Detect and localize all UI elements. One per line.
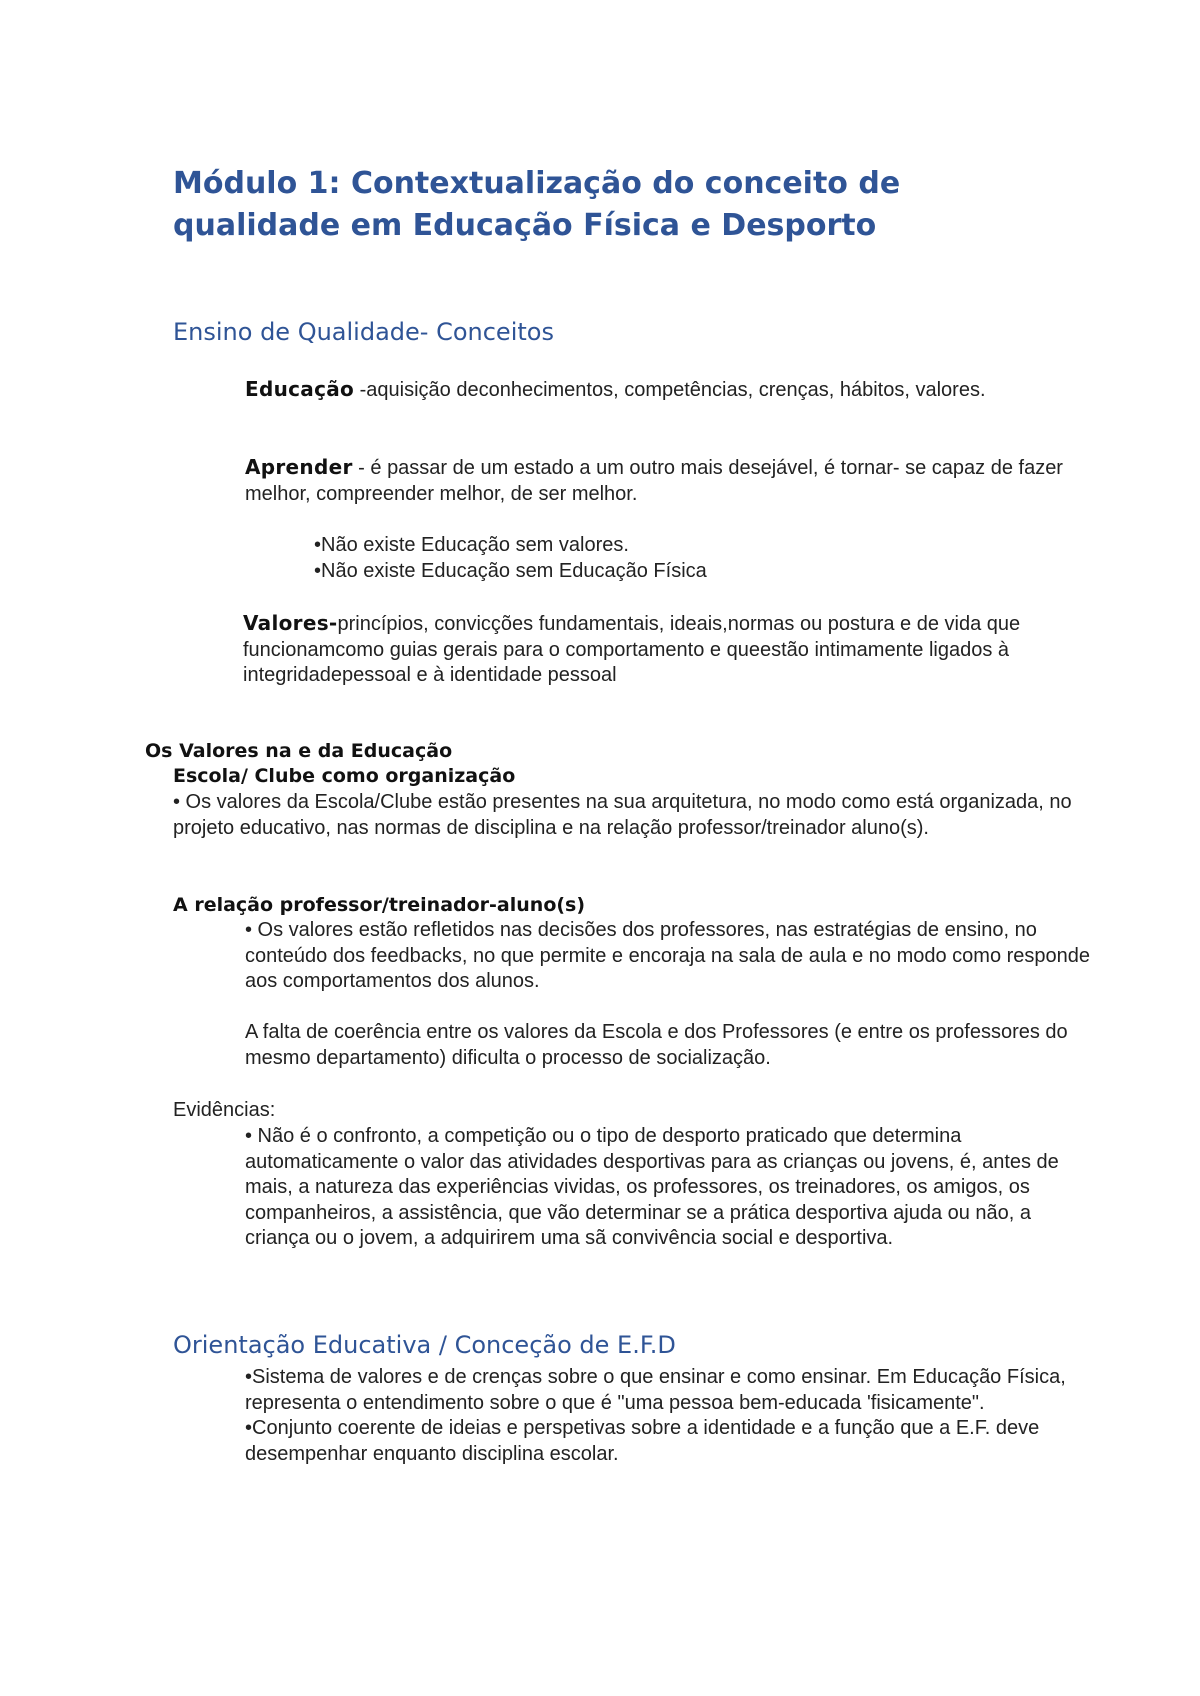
- term-valores: Valores-: [243, 611, 338, 635]
- definition-valores: princípios, convicções fundamentais, ideais,normas ou postura e de vida que funcionamcomo guias gerais para o comportamento e queestão intimamente ligados à integridadepessoal e à identidade pessoal: [243, 613, 1021, 686]
- paragraph-evidencias: • Não é o confronto, a competição ou o tipo de desporto praticado que determina automaticamente o valor das atividades desportivas para as crianças ou jovens, é, antes de mais, a natureza das experiências vividas, os professores, os treinadores, os amigos, os companheiros, a assistência, que vão determinar se a prática desportiva ajuda ou não, a criança ou o jovem, a adquirirem uma sã convivência social e desportiva.: [245, 1125, 1059, 1249]
- paragraph-educacao: [245, 377, 1085, 404]
- subheading-relacao: A relação professor/treinador-aluno(s): [173, 894, 586, 916]
- bullet-item: •Não existe Educação sem valores.: [314, 534, 629, 556]
- section-heading-ensino-qualidade: Ensino de Qualidade- Conceitos: [173, 318, 554, 346]
- subheading-escola-clube: Escola/ Clube como organização: [173, 765, 516, 787]
- list-item: •Conjunto coerente de ideias e perspetivas sobre a identidade e a função que a E.F. deve desempenhar enquanto disciplina escolar.: [245, 1417, 1040, 1465]
- paragraph-valores: [243, 611, 1083, 689]
- bullet-item: •Não existe Educação sem Educação Física: [314, 559, 707, 582]
- paragraph-escola-clube: • Os valores da Escola/Clube estão presentes na sua arquitetura, no modo como está organizada, no projeto educativo, nas normas de disciplina e na relação professor/treinador aluno(s).: [173, 791, 1072, 839]
- section-heading-orientacao-educativa: Orientação Educativa / Conceção de E.F.D: [173, 1331, 676, 1359]
- page-title: Módulo 1: Contextualização do conceito de qualidade em Educação Física e Desporto: [173, 166, 901, 243]
- term-educacao: Educação: [245, 377, 355, 401]
- paragraph-relacao: • Os valores estão refletidos nas decisões dos professores, nas estratégias de ensino, no conteúdo dos feedbacks, no que permite e encoraja na sala de aula e no modo como responde aos comportamentos dos alunos.: [245, 919, 1091, 992]
- definition-aprender: - é passar de um estado a um outro mais desejável, é tornar- se capaz de fazer melhor, compreender melhor, de ser melhor.: [245, 457, 1063, 505]
- definition-educacao: -aquisição deconhecimentos, competências, crenças, hábitos, valores.: [354, 379, 986, 401]
- list-item: •Sistema de valores e de crenças sobre o que ensinar e como ensinar. Em Educação Física, representa o entendimento sobre o que é "uma pessoa bem-educada 'fisicamente".: [245, 1366, 1066, 1414]
- bullet-list-valores: [314, 533, 1074, 584]
- paragraph-falta-coerencia: A falta de coerência entre os valores da Escola e dos Professores (e entre os professores do mesmo departamento) dificulta o processo de socialização.: [245, 1021, 1068, 1069]
- section-heading-valores-educacao: Os Valores na e da Educação: [145, 740, 453, 762]
- paragraph-aprender: [245, 455, 1085, 507]
- list-orientacao-educativa: [245, 1365, 1105, 1467]
- term-aprender: Aprender: [245, 455, 353, 479]
- label-evidencias: Evidências:: [173, 1099, 276, 1121]
